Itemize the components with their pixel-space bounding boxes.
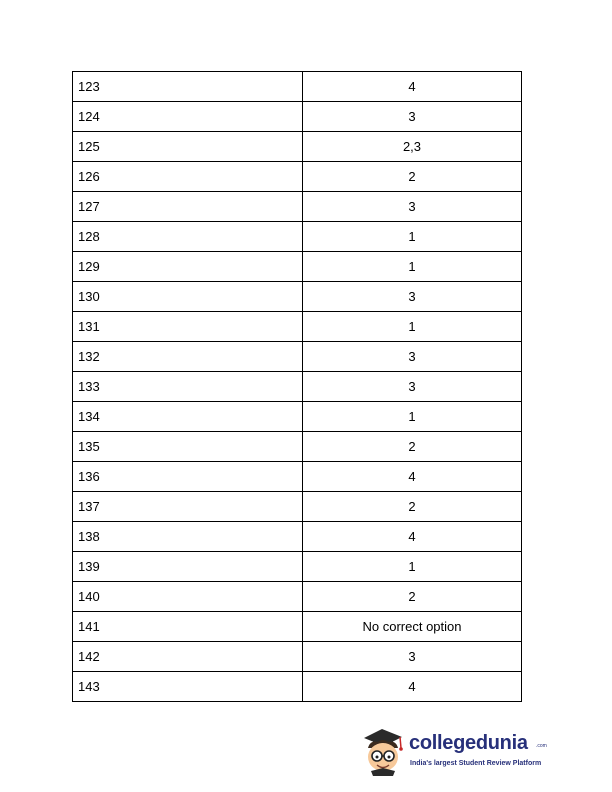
table-row: [73, 672, 522, 702]
table-row: [73, 402, 522, 432]
answer-cell: 3: [303, 342, 522, 372]
brand-name: collegedunia: [409, 732, 528, 754]
answer-cell: 2: [303, 162, 522, 192]
answer-cell: 3: [303, 282, 522, 312]
table-row: [73, 282, 522, 312]
table-row: [73, 132, 522, 162]
question-number-cell: 140: [73, 582, 303, 612]
question-number-cell: 131: [73, 312, 303, 342]
question-number-cell: 139: [73, 552, 303, 582]
answer-cell: 1: [303, 252, 522, 282]
answer-cell: 1: [303, 402, 522, 432]
brand-domain-suffix: .com: [536, 743, 547, 749]
table-row: [73, 372, 522, 402]
answer-cell: 4: [303, 672, 522, 702]
answer-cell: 2: [303, 582, 522, 612]
answer-cell: 2: [303, 492, 522, 522]
table-row: [73, 432, 522, 462]
table-row: [73, 222, 522, 252]
question-number-cell: 138: [73, 522, 303, 552]
question-number-cell: 125: [73, 132, 303, 162]
answer-cell: 1: [303, 312, 522, 342]
answer-key-table: [72, 71, 522, 702]
answer-cell: 3: [303, 192, 522, 222]
collegedunia-logo: [360, 724, 550, 776]
table-row: [73, 192, 522, 222]
table-row: [73, 102, 522, 132]
answer-key-body: [73, 72, 522, 702]
brand-tagline: India's largest Student Review Platform: [410, 760, 542, 767]
answer-cell: 2,3: [303, 132, 522, 162]
answer-cell: 1: [303, 222, 522, 252]
answer-cell: 4: [303, 72, 522, 102]
answer-cell: 2: [303, 432, 522, 462]
answer-cell: 3: [303, 372, 522, 402]
question-number-cell: 142: [73, 642, 303, 672]
table-row: [73, 612, 522, 642]
question-number-cell: 123: [73, 72, 303, 102]
answer-cell: 3: [303, 642, 522, 672]
question-number-cell: 128: [73, 222, 303, 252]
table-row: [73, 342, 522, 372]
question-number-cell: 126: [73, 162, 303, 192]
table-row: [73, 252, 522, 282]
table-row: [73, 162, 522, 192]
answer-cell: No correct option: [303, 612, 522, 642]
answer-cell: 3: [303, 102, 522, 132]
question-number-cell: 135: [73, 432, 303, 462]
table-row: [73, 582, 522, 612]
question-number-cell: 124: [73, 102, 303, 132]
answer-cell: 1: [303, 552, 522, 582]
question-number-cell: 129: [73, 252, 303, 282]
question-number-cell: 127: [73, 192, 303, 222]
question-number-cell: 136: [73, 462, 303, 492]
question-number-cell: 137: [73, 492, 303, 522]
table-row: [73, 492, 522, 522]
question-number-cell: 132: [73, 342, 303, 372]
question-number-cell: 130: [73, 282, 303, 312]
table-row: [73, 72, 522, 102]
table-row: [73, 462, 522, 492]
question-number-cell: 143: [73, 672, 303, 702]
table-row: [73, 312, 522, 342]
answer-cell: 4: [303, 462, 522, 492]
table-row: [73, 642, 522, 672]
answer-cell: 4: [303, 522, 522, 552]
question-number-cell: 133: [73, 372, 303, 402]
table-row: [73, 522, 522, 552]
question-number-cell: 134: [73, 402, 303, 432]
student-mascot-icon: [360, 724, 408, 776]
table-row: [73, 552, 522, 582]
question-number-cell: 141: [73, 612, 303, 642]
